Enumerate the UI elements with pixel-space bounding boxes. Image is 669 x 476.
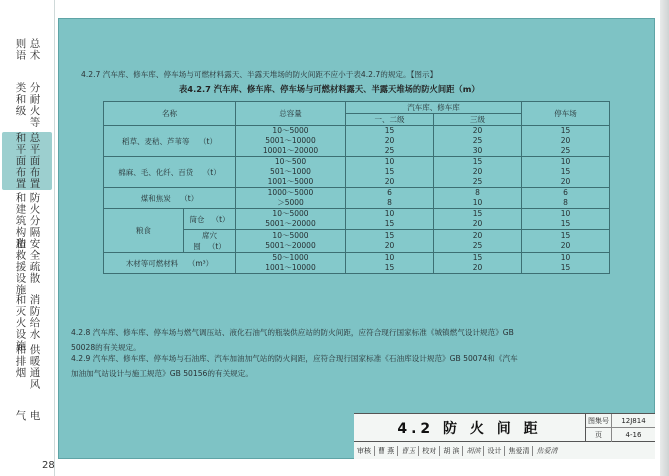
tab-label: 分耐火等 <box>28 82 41 128</box>
grade12-cell <box>346 253 434 274</box>
title-block <box>354 413 655 459</box>
tab-label: 防火分隔 <box>28 192 41 238</box>
distance-value: 20 <box>472 126 483 135</box>
distance-value: 15 <box>560 219 571 228</box>
parking-cell <box>522 188 610 209</box>
tab-label: 总术 <box>28 38 41 61</box>
content-panel <box>58 18 655 459</box>
capacity-value: 10～5000 <box>272 231 309 240</box>
capacity-cell <box>236 253 346 274</box>
material-unit: （t） <box>199 136 217 146</box>
grade3-cell <box>434 157 522 188</box>
grade3-cell <box>434 126 522 157</box>
material-name: 木材等可燃材料 <box>125 258 179 268</box>
material-name: 席穴囤 <box>193 231 217 251</box>
tab-electrical[interactable] <box>2 410 52 422</box>
capacity-value: 50～1000 <box>272 253 309 262</box>
distance-value: 25 <box>472 241 483 250</box>
tab-label: 和建筑构造 <box>14 192 27 250</box>
distance-value: 25 <box>472 136 483 145</box>
fire-distance-table <box>103 101 610 274</box>
distance-value: 15 <box>560 231 571 240</box>
distance-value: 8 <box>387 198 392 207</box>
header-grade-3: 三级 <box>434 114 522 126</box>
header-parking: 停车场 <box>522 102 610 126</box>
distance-value: 10 <box>384 157 395 166</box>
page-edge-shadow <box>660 0 669 476</box>
checker-name: 胡 滨 <box>440 446 463 456</box>
parking-cell <box>522 157 610 188</box>
grade12-cell <box>346 126 434 157</box>
distance-value: 15 <box>384 263 395 272</box>
material-unit: （t） <box>207 242 226 251</box>
distance-value: 10 <box>560 157 571 166</box>
distance-value: 6 <box>563 188 568 197</box>
tab-label: 和灭火设施 <box>14 294 27 352</box>
reviewer-signature: 曹玉 <box>398 446 419 456</box>
grade12-cell <box>346 209 434 230</box>
checker-signature: 胡滨 <box>463 446 484 456</box>
page-number: 28 <box>42 460 55 471</box>
tab-hvac[interactable] <box>2 344 52 390</box>
capacity-cell <box>236 188 346 209</box>
table-caption: 表4.2.7 汽车库、修车库、停车场与可燃材料露天、半露天堆场的防火间距（m） <box>179 84 480 94</box>
grade3-cell <box>434 253 522 274</box>
distance-value: 10 <box>560 209 571 218</box>
tab-water-supply[interactable] <box>2 294 52 352</box>
distance-value: 8 <box>475 188 480 197</box>
table-row <box>104 209 610 230</box>
distance-value: 20 <box>472 167 483 176</box>
distance-value: 15 <box>560 126 571 135</box>
distance-value: 15 <box>472 253 483 262</box>
approval-row <box>354 442 655 460</box>
row-name-straw <box>104 126 236 157</box>
table-row <box>104 188 610 209</box>
capacity-value: 1001～5000 <box>267 177 314 186</box>
distance-value: 10 <box>384 253 395 262</box>
distance-value: 20 <box>560 241 571 250</box>
material-name: 稻草、麦秸、芦苇等 <box>122 136 190 146</box>
table-row <box>104 157 610 188</box>
parking-cell <box>522 230 610 253</box>
distance-value: 10 <box>384 209 395 218</box>
distance-value: 30 <box>472 146 483 155</box>
row-name-grain: 粮食 <box>104 209 184 253</box>
capacity-value: 10～500 <box>274 157 307 166</box>
distance-value: 25 <box>384 146 395 155</box>
distance-value: 15 <box>384 126 395 135</box>
clause-4-2-9 <box>71 351 518 381</box>
material-unit: （t） <box>180 193 199 203</box>
page-label: 页 <box>586 428 612 442</box>
capacity-value: 501～1000 <box>270 167 311 176</box>
distance-value: 20 <box>560 136 571 145</box>
distance-value: 10 <box>472 198 483 207</box>
grade3-cell <box>434 209 522 230</box>
distance-value: 15 <box>384 219 395 228</box>
distance-value: 6 <box>387 188 392 197</box>
reviewer-name: 曹 燕 <box>375 446 398 456</box>
tab-label: 和平面布置 <box>14 132 27 190</box>
design-label: 设计 <box>484 446 505 456</box>
grade12-cell <box>346 188 434 209</box>
capacity-value: ＞5000 <box>277 198 304 207</box>
page-code: 4-16 <box>625 431 642 439</box>
chapter-tab-column <box>0 0 55 476</box>
parking-cell <box>522 126 610 157</box>
distance-value: 20 <box>384 136 395 145</box>
tab-general-terms[interactable] <box>2 38 52 61</box>
check-label: 校对 <box>419 446 440 456</box>
tab-classification[interactable] <box>2 82 52 128</box>
distance-value: 15 <box>472 157 483 166</box>
distance-value: 25 <box>472 177 483 186</box>
atlas-number: 12J814 <box>612 414 655 428</box>
tab-label: 总平面布置 <box>28 132 41 190</box>
parking-cell <box>522 253 610 274</box>
grade3-cell <box>434 188 522 209</box>
capacity-value: 5001～20000 <box>265 241 316 250</box>
capacity-value: 10～5000 <box>272 209 309 218</box>
row-name-timber <box>104 253 236 274</box>
distance-value: 20 <box>472 219 483 228</box>
header-capacity: 总容量 <box>236 102 346 126</box>
tab-label: 类和级 <box>14 82 27 117</box>
tab-label: 供暖通风 <box>28 344 41 390</box>
capacity-value: 1001～10000 <box>265 263 316 272</box>
distance-value: 25 <box>560 146 571 155</box>
capacity-value: 10001～20000 <box>262 146 319 155</box>
capacity-cell <box>236 209 346 230</box>
designer-name: 焦爱清 <box>505 446 533 456</box>
material-unit: （t） <box>211 214 230 224</box>
capacity-cell <box>236 230 346 253</box>
table-row <box>104 253 610 274</box>
designer-signature: 焦爱清 <box>536 447 558 455</box>
clause-line: 加油加气站设计与施工规范》GB 50156的有关规定。 <box>71 369 253 378</box>
capacity-value: 5001～10000 <box>265 136 316 145</box>
capacity-value: 1000～5000 <box>267 188 314 197</box>
grade12-cell <box>346 230 434 253</box>
distance-value: 20 <box>560 177 571 186</box>
table-row <box>104 126 610 157</box>
distance-value: 15 <box>560 167 571 176</box>
distance-value: 15 <box>560 263 571 272</box>
material-unit: （m³） <box>187 258 214 268</box>
distance-value: 20 <box>472 263 483 272</box>
atlas-label: 图集号 <box>586 414 612 428</box>
distance-value: 15 <box>384 167 395 176</box>
distance-value: 8 <box>563 198 568 207</box>
header-garage-group: 汽车库、修车库 <box>346 102 522 114</box>
tab-label: 消防给水 <box>28 294 41 340</box>
distance-value: 20 <box>472 231 483 240</box>
header-grade-1-2: 一、二级 <box>346 114 434 126</box>
distance-value: 15 <box>472 209 483 218</box>
review-label: 审核 <box>354 446 375 456</box>
parking-cell <box>522 209 610 230</box>
atlas-info <box>586 414 655 442</box>
clause-4-2-7: 4.2.7 汽车库、修车库、停车场与可燃材料露天、半露天堆场的防火间距不应小于表4.2.7的规定。【图示】 <box>81 70 438 79</box>
distance-value: 20 <box>384 177 395 186</box>
tab-evacuation[interactable] <box>2 238 52 296</box>
capacity-cell <box>236 126 346 157</box>
section-title: 4.2 防 火 间 距 <box>354 414 586 442</box>
clause-line: 4.2.9 汽车库、修车库、停车场与石油库、汽车加油加气站的防火间距，应符合现行国家标准《石油库设计规范》GB 50074和《汽车 <box>71 354 518 363</box>
material-name: 棉麻、毛、化纤、百货 <box>118 167 194 177</box>
distance-value: 20 <box>384 241 395 250</box>
grade12-cell <box>346 157 434 188</box>
tab-label: 气 <box>14 410 27 422</box>
header-name: 名称 <box>104 102 236 126</box>
material-unit: （t） <box>202 167 221 177</box>
tab-label: 和救援设施 <box>14 238 27 296</box>
row-subname-silo <box>184 209 236 230</box>
distance-value: 15 <box>384 231 395 240</box>
tab-site-layout[interactable] <box>2 132 52 190</box>
distance-value: 10 <box>560 253 571 262</box>
tab-label: 电 <box>28 410 41 422</box>
row-name-coal <box>104 188 236 209</box>
clause-line: 4.2.8 汽车库、修车库、停车场与燃气调压站、液化石油气的瓶装供应站的防火间距，应符合现行国家标准《城镇燃气设计规范》GB <box>71 328 514 337</box>
tab-label: 安全疏散 <box>28 238 41 284</box>
grade3-cell <box>434 230 522 253</box>
material-name: 筒仓 <box>189 214 205 224</box>
tab-label: 和排烟 <box>14 344 27 379</box>
material-name: 煤和焦炭 <box>140 193 171 203</box>
capacity-value: 10～5000 <box>272 126 309 135</box>
clause-line: 50028的有关规定。 <box>71 343 141 352</box>
row-subname-mat <box>184 230 236 253</box>
capacity-value: 5001～20000 <box>265 219 316 228</box>
tab-label: 则语 <box>14 38 27 61</box>
row-name-cotton <box>104 157 236 188</box>
capacity-cell <box>236 157 346 188</box>
